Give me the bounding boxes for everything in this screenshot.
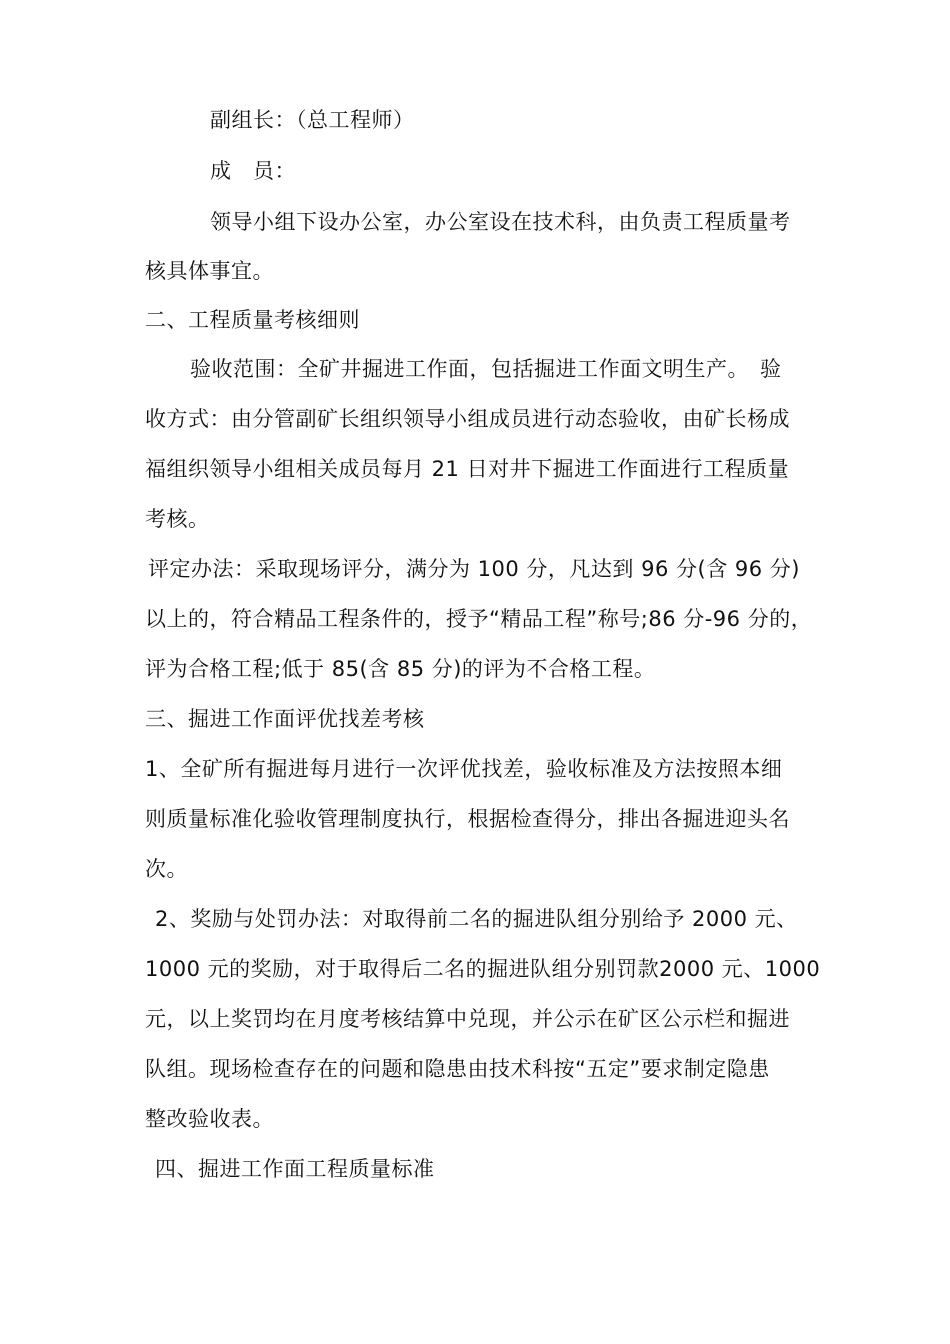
text-line-item-2-end: 整改验收表。 xyxy=(145,1107,274,1131)
section-heading-3: 三、掘进工作面评优找差考核 xyxy=(145,707,425,731)
text-line-office-setup-cont: 核具体事宜。 xyxy=(145,259,274,283)
text-line-item-1-end: 次。 xyxy=(145,857,188,881)
text-line-acceptance-method: 收方式：由分管副矿长组织领导小组成员进行动态验收，由矿长杨成 xyxy=(145,407,790,431)
text-line-evaluation-method: 评定办法：采取现场评分，满分为 100 分，凡达到 96 分(含 96 分) xyxy=(148,557,800,581)
text-line-acceptance-method-cont: 福组织领导小组相关成员每月 21 日对井下掘进工作面进行工程质量 xyxy=(145,457,790,481)
text-line-office-setup: 领导小组下设办公室，办公室设在技术科，由负责工程质量考 xyxy=(210,210,791,234)
text-line-evaluation-method-end: 评为合格工程;低于 85(含 85 分)的评为不合格工程。 xyxy=(145,657,656,681)
text-line-item-2: 2、奖励与处罚办法：对取得前二名的掘进队组分别给予 2000 元、 xyxy=(155,907,798,931)
text-line-item-2-cont3: 队组。现场检查存在的问题和隐患由技术科按“五定”要求制定隐患 xyxy=(145,1057,770,1081)
text-line-members: 成 员： xyxy=(210,159,296,183)
text-line-deputy-leader: 副组长：（总工程师） xyxy=(210,108,415,132)
text-line-item-1: 1、全矿所有掘进每月进行一次评优找差，验收标准及方法按照本细 xyxy=(145,757,783,781)
text-line-item-2-cont2: 元，以上奖罚均在月度考核结算中兑现，并公示在矿区公示栏和掘进 xyxy=(145,1007,790,1031)
text-line-assessment: 考核。 xyxy=(145,507,210,531)
section-heading-2: 二、工程质量考核细则 xyxy=(145,308,360,332)
text-line-evaluation-method-cont: 以上的，符合精品工程条件的，授予“精品工程”称号;86 分-96 分的， xyxy=(145,607,813,631)
text-line-item-1-cont: 则质量标准化验收管理制度执行，根据检查得分，排出各掘进迎头名 xyxy=(145,807,790,831)
text-line-acceptance-scope: 验收范围：全矿井掘进工作面，包括掘进工作面文明生产。 验 xyxy=(190,357,782,381)
section-heading-4: 四、掘进工作面工程质量标准 xyxy=(155,1157,435,1181)
text-line-item-2-cont: 1000 元的奖励，对于取得后二名的掘进队组分别罚款2000 元、1000 xyxy=(145,957,821,981)
